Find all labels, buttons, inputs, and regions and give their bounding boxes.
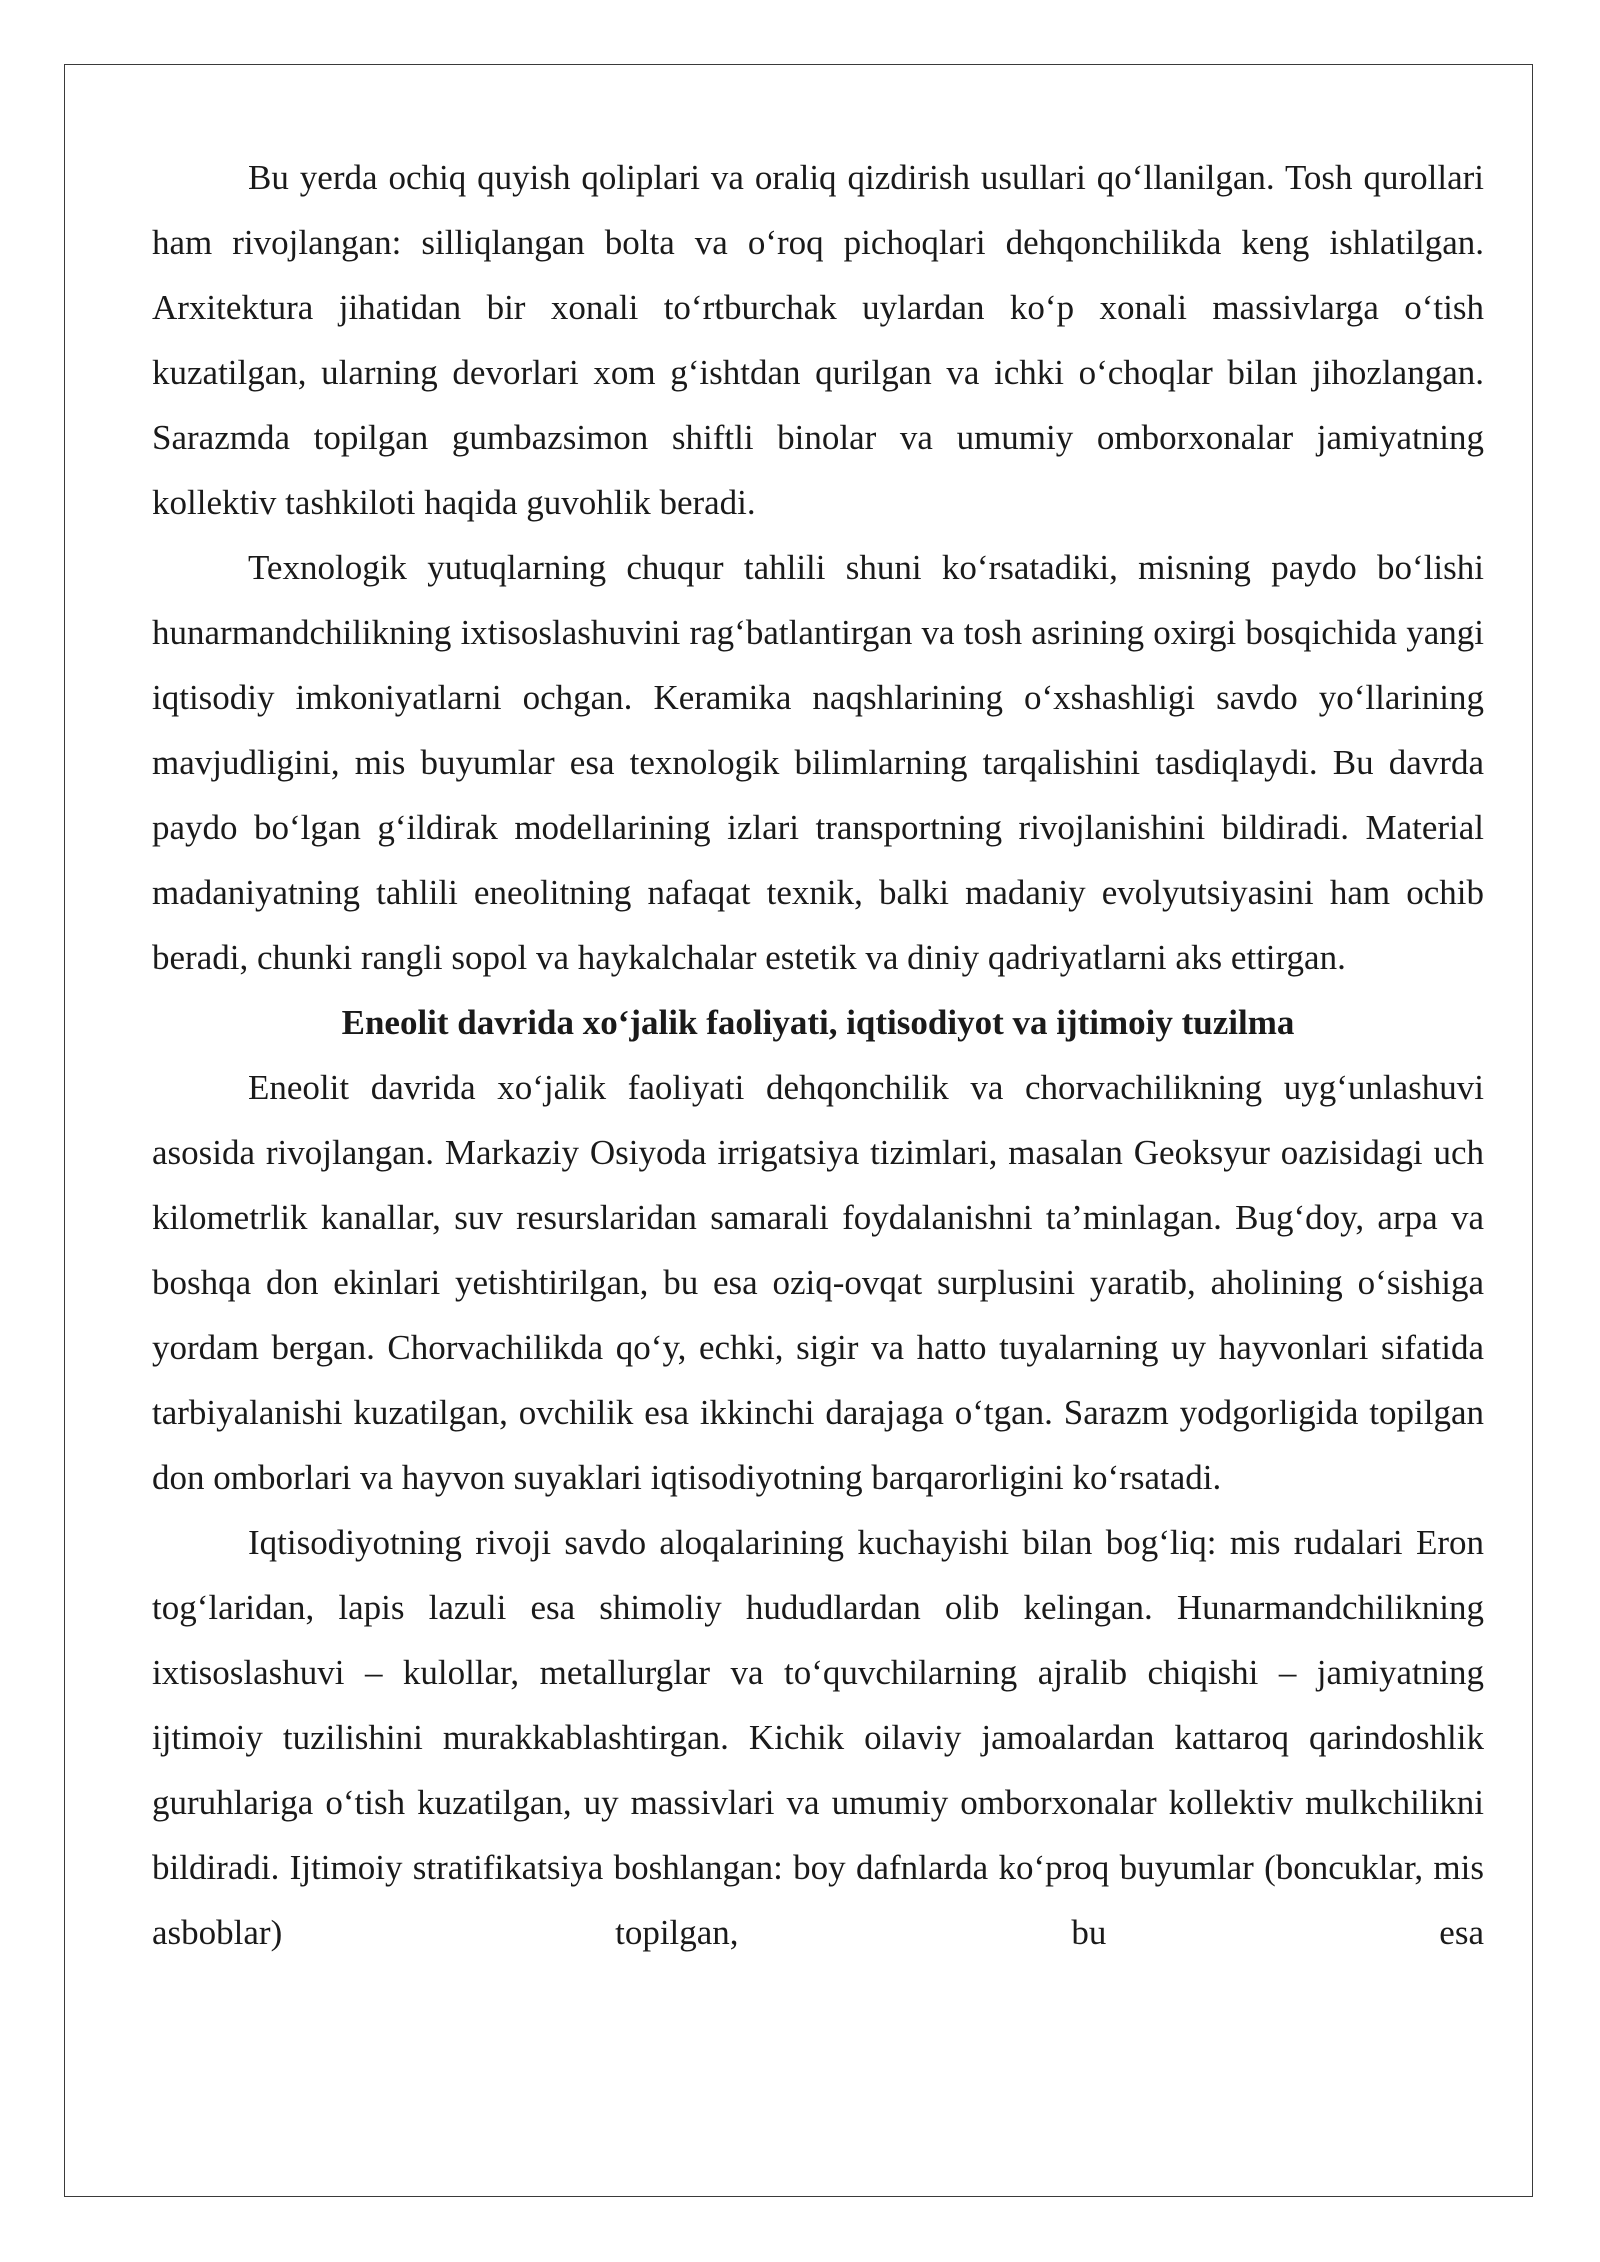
paragraph-economic-activity: Eneolit davrida xo‘jalik faoliyati dehqonchilik va chorvachilikning uyg‘unlashuvi asosida rivojlangan. Markaziy Osiyoda irrigatsiya tizimlari, masalan Geoksyur oazisidagi uch kilometrlik kanallar, suv resurslaridan samarali foydalanishni ta’minlagan. Bug‘doy, arpa va boshqa don ekinlari yetishtirilgan, bu esa oziq-ovqat surplusini yaratib, aholining o‘sishiga yordam bergan. Chorvachilikda qo‘y, echki, sigir va hatto tuyalarning uy hayvonlari sifatida tarbiyalanishi kuzatilgan, ovchilik esa ikkinchi darajaga o‘tgan. Sarazm yodgorligida topilgan don omborlari va hayvon suyaklari iqtisodiyotning barqarorligini ko‘rsatadi.: [152, 1068, 1484, 1497]
document-body: [152, 145, 1484, 1965]
paragraph-technological-achievements: Texnologik yutuqlarning chuqur tahlili shuni ko‘rsatadiki, misning paydo bo‘lishi hunarmandchilikning ixtisoslashuvini rag‘batlantirgan va tosh asrining oxirgi bosqichida yangi iqtisodiy imkoniyatlarni ochgan. Keramika naqshlarining o‘xshashligi savdo yo‘llarining mavjudligini, mis buyumlar esa texnologik bilimlarning tarqalishini tasdiqlaydi. Bu davrda paydo bo‘lgan g‘ildirak modellarining izlari transportning rivojlanishini bildiradi. Material madaniyatning tahlili eneolitning nafaqat texnik, balki madaniy evolyutsiyasini ham ochib beradi, chunki rangli sopol va haykalchalar estetik va diniy qadriyatlarni aks ettirgan.: [152, 548, 1484, 977]
paragraph-social-structure: Iqtisodiyotning rivoji savdo aloqalarining kuchayishi bilan bog‘liq: mis rudalari Eron tog‘laridan, lapis lazuli esa shimoliy hududlardan olib kelingan. Hunarmandchilikning ixtisoslashuvi – kulollar, metallurglar va to‘quvchilarning ajralib chiqishi – jamiyatning ijtimoiy tuzilishini murakkablashtirgan. Kichik oilaviy jamoalardan kattaroq qarindoshlik guruhlariga o‘tish kuzatilgan, uy massivlari va umumiy omborxonalar kollektiv mulkchilikni bildiradi. Ijtimoiy stratifikatsiya boshlangan: boy dafnlarda ko‘proq buyumlar (boncuklar, mis asboblar) topilgan, bu esa: [152, 1523, 1484, 1952]
section-heading: Eneolit davrida xo‘jalik faoliyati, iqtisodiyot va ijtimoiy tuzilma: [341, 1003, 1295, 1042]
paragraph-casting-and-architecture: Bu yerda ochiq quyish qoliplari va oraliq qizdirish usullari qo‘llanilgan. Tosh qurollari ham rivojlangan: silliqlangan bolta va o‘roq pichoqlari dehqonchilikda keng ishlatilgan. Arxitektura jihatidan bir xonali to‘rtburchak uylardan ko‘p xonali massivlarga o‘tish kuzatilgan, ularning devorlari xom g‘ishtdan qurilgan va ichki o‘choqlar bilan jihozlangan. Sarazmda topilgan gumbazsimon shiftli binolar va umumiy omborxonalar jamiyatning kollektiv tashkiloti haqida guvohlik beradi.: [152, 158, 1484, 522]
